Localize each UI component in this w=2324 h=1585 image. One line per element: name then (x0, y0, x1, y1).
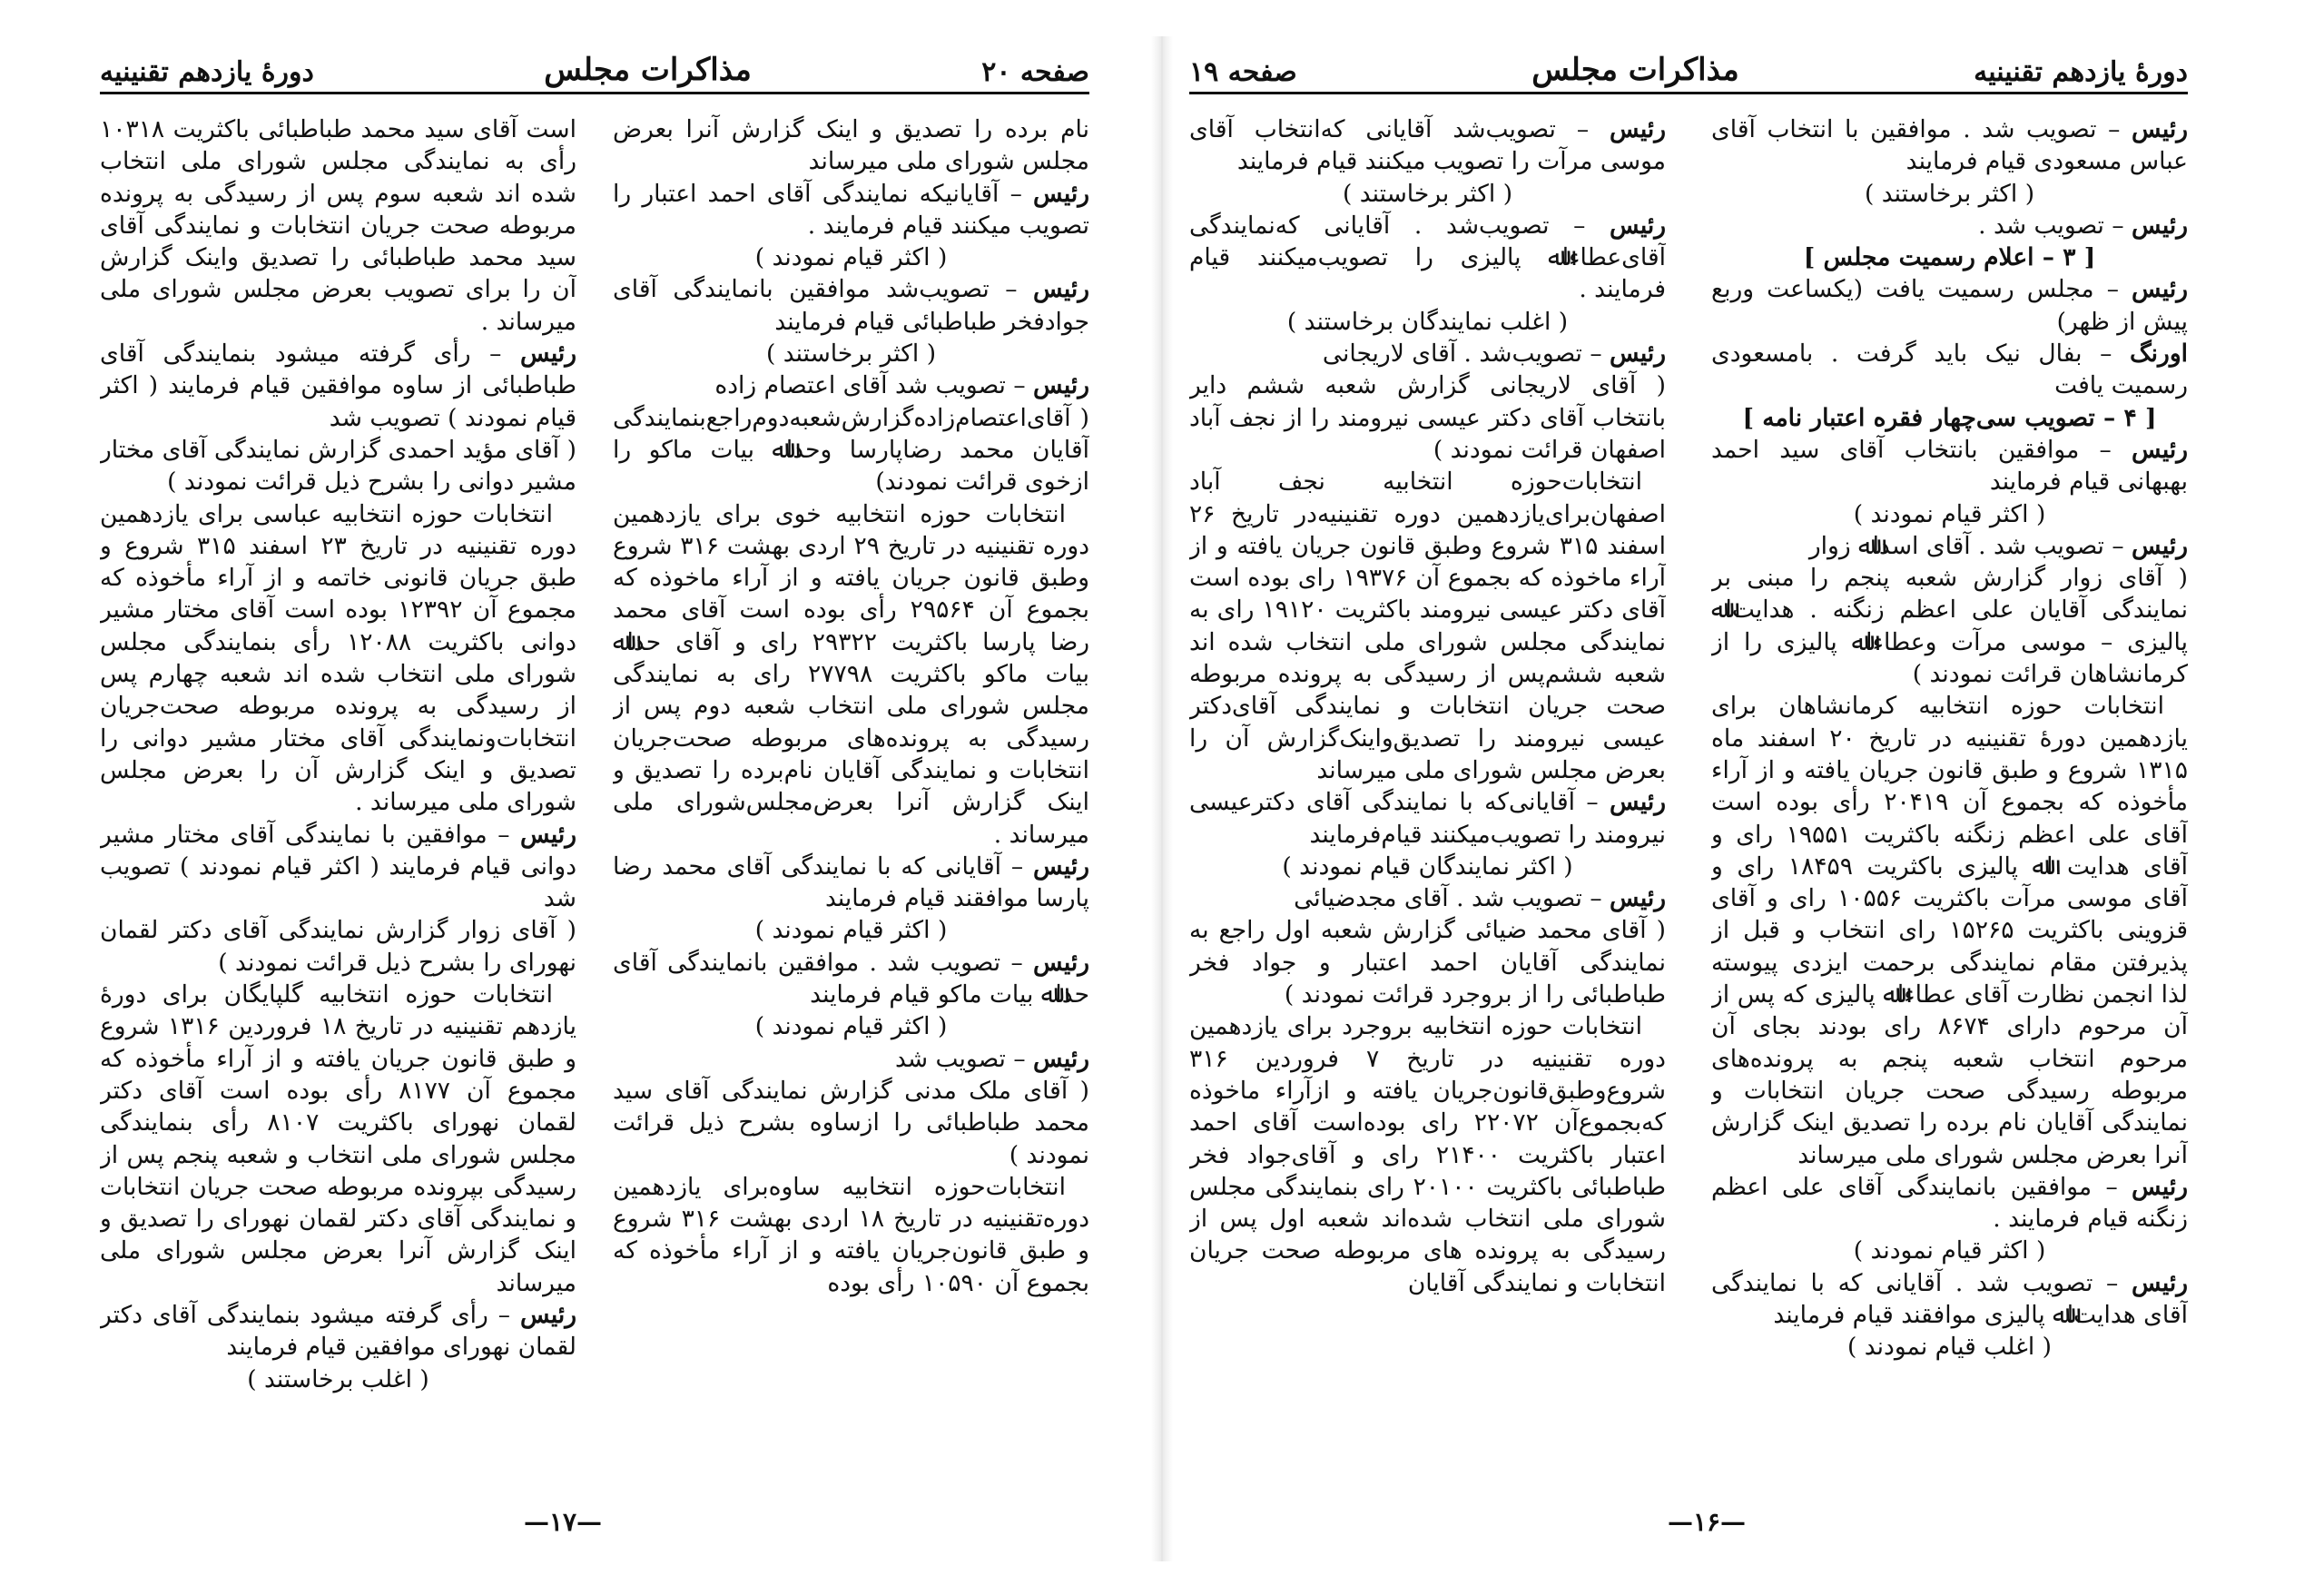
paragraph-text: – موافقین با نمایندگی آقای مختار مشیر دوانی قیام فرمایند ( اکثر قیام نمودند ) تصویب شد (100, 820, 576, 913)
vote-result (1711, 498, 2188, 530)
speaker-paragraph (100, 819, 576, 915)
speaker-paragraph (613, 947, 1089, 1011)
vote-result (100, 1363, 576, 1395)
speaker-name: رئیس (1033, 275, 1089, 304)
paragraph-text: – آقایانی‌که با نمایندگی آقای دکترعیسی نیرومند را تصویب‌میکنند قیام‌فرمایند (1189, 788, 1666, 849)
speaker-name: رئیس (520, 820, 576, 849)
paragraph-text: – تصویب شد . (1978, 211, 2132, 240)
vote-result (613, 241, 1089, 273)
paragraph-text: نام برده را تصدیق و اینک گزارش آنرا بعرض مجلس شورای ملی میرساند (613, 115, 1089, 176)
paragraph-text: ( اکثر قیام نمودند ) (754, 243, 948, 272)
right-page (1162, 0, 2324, 1585)
paragraph-text: – مجلس رسمیت یافت (یکساعت وربع پیش از ظهر) (1711, 275, 2188, 336)
speaker-name: رئیس (520, 340, 576, 369)
right-text-columns (1189, 113, 2188, 1502)
paragraph-text: ( اکثر برخاستند ) (1864, 179, 2035, 208)
right-session-title: دورۀ یازدهم تقنینیه (1974, 56, 2188, 88)
paragraph-text: انتخابات حوزه انتخابیه خوی برای یازدهمین دوره تقنینیه در تاریخ ۲۹ اردی بهشت ۳۱۶ شروع وطبق قانون جریان یافته و از آراء ماخوذه که بجموع آن ۲۹۵۶۴ رأی بوده است آقای محمد رضا پارسا باکثریت ۲۹۳۲۲ رای و آقای حداﷲ بیات ماکو باکثریت ۲۷۷۹۸ رای به نمایندگی مجلس شورای ملی انتخاب شعبه دوم پس از رسیدگی به پرونده‌های مربوطه صحت‌جریان انتخابات و نمایندگی آقایان نام‌برده را تصدیق و اینک گزارش آنرا بعرض‌مجلس‌شورای ملی میرساند . (613, 499, 1089, 849)
speaker-paragraph (1711, 210, 2188, 241)
vote-result (1711, 1331, 2188, 1363)
speaker-name: رئیس (1033, 1044, 1089, 1073)
right-column-first (1711, 113, 2188, 1502)
paragraph-text: – موافقین بانمایندگی آقای علی اعظم زنگنه قیام فرمایند . (1711, 1172, 2188, 1234)
speaker-paragraph (1711, 434, 2188, 498)
speaker-paragraph (1711, 273, 2188, 338)
paragraph-text: انتخابات حوزه انتخابیه بروجرد برای یازدهمین دوره تقنینیه در تاریخ ۷ فروردین ۳۱۶ شروع‌وطبق‌قانون‌جریان یافته و ازآراء ماخوذه که‌بجموع‌آن ۲۲۰۷۲ رای بوده‌است آقای احمد اعتبار باکثریت ۲۱۴۰۰ رای و آقای‌جواد فخر طباطبائی باکثریت ۲۰۱۰۰ رای بنمایندگی مجلس شورای ملی انتخاب شده‌اند شعبه اول پس از رسیدگی به پرونده های مربوطه صحت جریان انتخابات و نمایندگی آقایان (1189, 1012, 1666, 1297)
left-folio-number: —۱۷— (523, 1507, 603, 1537)
paragraph (1189, 914, 1666, 1010)
paragraph-text: انتخابات‌حوزه انتخابیه نجف آباد اصفهان‌برای‌یازدهمین دوره تقنینیه‌در تاریخ ۲۶ اسفند ۳۱۵ شروع وطبق قانون جریان یافته و از آراء ماخوذه که بجموع آن ۱۹۳۷۶ رای بوده است آقای دکتر عیسی نیرومند باکثریت ۱۹۱۲۰ رای به نمایندگی مجلس شورای ملی انتخاب شده اند شعبه ششم‌پس از رسیدگی به پرونده مربوطه صحت جریان انتخابات و نمایندگی آقای‌دکتر عیسی نیرومند را تصدیق‌واینک‌گزارش آن را بعرض مجلس شورای ملی میرساند (1189, 468, 1666, 784)
vote-result (613, 338, 1089, 369)
right-page-label: صفحه ۱۹ (1189, 56, 1297, 88)
paragraph-text: ( اکثر نمایندگان قیام نمودند ) (1282, 852, 1573, 881)
right-folio-number: —۱۶— (1667, 1507, 1747, 1537)
speaker-paragraph (613, 1043, 1089, 1075)
left-text-columns (100, 113, 1089, 1502)
paragraph-text: ( اکثر قیام نمودند ) (754, 916, 948, 945)
paragraph-text: – تصویب شد . آقای اسداﷲ زوار (1808, 531, 2132, 560)
paragraph (1189, 1010, 1666, 1299)
speaker-name: رئیس (2132, 435, 2188, 464)
paragraph-text: [ ۳ – اعلام رسمیت مجلس ] (1803, 243, 2096, 272)
speaker-name: اورنگ (2129, 340, 2188, 369)
left-running-header (100, 47, 1089, 94)
paragraph-text: ( اغلب قیام نمودند ) (1846, 1333, 2052, 1362)
left-session-title: دورۀ یازدهم تقنینیه (100, 56, 314, 88)
left-column-second (100, 113, 576, 1502)
vote-result (613, 914, 1089, 946)
speaker-name: رئیس (2132, 211, 2188, 240)
paragraph (613, 402, 1089, 498)
paragraph (613, 1171, 1089, 1299)
paragraph-text: ( آقای محمد ضیائی گزارش شعبه اول راجع به نمایندگی آقایان احمد اعتبار و جواد فخر طباطبائی را از بروجرد قرائت نمودند ) (1189, 916, 1666, 1009)
paragraph (1189, 466, 1666, 786)
paragraph (100, 113, 576, 338)
speaker-paragraph (613, 369, 1089, 401)
paragraph-text: – تصویب شد آقای اعتصام زاده (714, 371, 1034, 400)
section-heading (1711, 241, 2188, 273)
paragraph-text: – موافقین بانتخاب آقای سید احمد بهبهانی قیام فرمایند (1711, 435, 2188, 497)
speaker-paragraph (100, 1299, 576, 1363)
paragraph-text: – آقایانیکه نمایندگی آقای احمد اعتبار را تصویب میکنند قیام فرمایند . (613, 179, 1089, 240)
speaker-name: رئیس (1610, 115, 1666, 143)
speaker-paragraph (1711, 1267, 2188, 1332)
paragraph-text: ( اغلب برخاستند ) (247, 1364, 429, 1393)
right-journal-title: مذاکرات مجلس (1531, 52, 1739, 88)
speaker-name: رئیس (2132, 275, 2188, 304)
paragraph-text: ( آقای زوار گزارش شعبه پنجم را مبنی بر نمایندگی آقایان علی اعظم زنگنه . هدایت‌اﷲ پالیزی – موسی مرآت وعطاءاﷲ پالیزی را از کرمانشاهان قرائت نمودند ) (1711, 564, 2188, 689)
speaker-paragraph (1189, 338, 1666, 369)
speaker-name: رئیس (1610, 211, 1666, 240)
left-page-label: صفحه ۲۰ (981, 56, 1089, 88)
speaker-name: رئیس (1033, 948, 1089, 977)
paragraph (100, 498, 576, 819)
speaker-paragraph (1189, 113, 1666, 178)
vote-result (1189, 306, 1666, 338)
paragraph (613, 1075, 1089, 1171)
speaker-paragraph (1189, 786, 1666, 851)
paragraph-text: – رأی گرفته میشود بنمایندگی آقای طباطبائی از ساوه موافقین قیام فرمایند ( اکثر قیام نمودند ) تصویب شد (100, 340, 576, 432)
speaker-name: رئیس (2132, 115, 2188, 143)
paragraph (100, 434, 576, 498)
paragraph-text: است آقای سید محمد طباطبائی باکثریت ۱۰۳۱۸ رأی به نمایندگی مجلس شورای ملی انتخاب شده اند شعبه سوم پس از رسیدگی به پرونده مربوطه صحت جریان انتخابات و نمایندگی آقای سید محمد طباطبائی را تصدیق واینک گزارش آن را برای تصویب بعرض مجلس شورای ملی میرساند . (100, 115, 576, 336)
speaker-paragraph (613, 851, 1089, 915)
paragraph-text: – رأی گرفته میشود بنمایندگی آقای دکتر لقمان نهورای موافقین قیام فرمایند (100, 1300, 576, 1362)
speaker-name: رئیس (1033, 852, 1089, 881)
paragraph-text: ( اغلب نمایندگان برخاستند ) (1286, 307, 1569, 336)
speaker-paragraph (1711, 113, 2188, 178)
paragraph-text: – تصویب شد . آقای مجدضیائی (1294, 884, 1610, 913)
speaker-paragraph (613, 273, 1089, 338)
paragraph-text: ( آقای زوار گزارش نمایندگی آقای دکتر لقمان نهورای را بشرح ذیل قرائت نمودند ) (100, 916, 576, 977)
paragraph-text: – تصویب شد . موافقین با انتخاب آقای عباس مسعودی قیام فرمایند (1711, 115, 2188, 176)
speaker-paragraph (1189, 210, 1666, 306)
paragraph (100, 914, 576, 979)
paragraph-text: – آقایانی که با نمایندگی آقای محمد رضا پارسا موافقند قیام فرمایند (613, 852, 1089, 913)
speaker-name: رئیس (1033, 179, 1089, 208)
speaker-paragraph (1189, 882, 1666, 914)
speaker-name: رئیس (1610, 788, 1666, 817)
right-running-header (1189, 47, 2188, 94)
paragraph-text: – تصویب‌شد . آقای لاریجانی (1322, 340, 1610, 369)
vote-result (1189, 851, 1666, 882)
vote-result (613, 1010, 1089, 1042)
speaker-name: رئیس (2132, 531, 2188, 560)
paragraph (1189, 369, 1666, 466)
paragraph-text: ( آقای ملک مدنی گزارش نمایندگی آقای سید محمد طباطبائی را ازساوه بشرح ذیل قرائت نمودند ) (613, 1076, 1089, 1169)
vote-result (1711, 178, 2188, 210)
speaker-name: رئیس (2132, 1268, 2188, 1297)
paragraph-text: انتخابات‌حوزه انتخابیه ساوه‌برای یازدهمین دوره‌تقنینیه در تاریخ ۱۸ اردی بهشت ۳۱۶ شروع و طبق قانون‌جریان یافته و از آراء مأخوذه که بجموع آن ۱۰۵۹۰ رأی بوده (613, 1172, 1089, 1297)
paragraph-text: [ ۴ – تصویب سی‌چهار فقره اعتبار نامه ] (1742, 403, 2157, 432)
speaker-name: رئیس (1610, 340, 1666, 369)
paragraph (100, 979, 576, 1299)
paragraph-text: انتخابات حوزه انتخابیه عباسی برای یازدهمین دوره تقنینیه در تاریخ ۲۳ اسفند ۳۱۵ شروع و طبق جریان قانونی خاتمه و از آراء مأخوذه که مجموع آن ۱۲۳۹۲ بوده است آقای مختار مشیر دوانی باکثریت ۱۲۰۸۸ رأی بنمایندگی مجلس شورای ملی انتخاب شده اند شعبه چهارم پس از رسیدگی به پرونده مربوطه صحت‌جریان انتخابات‌ونمایندگی آقای مختار مشیر دوانی را تصدیق و اینک گزارش آن را بعرض مجلس شورای ملی میرساند . (100, 499, 576, 817)
paragraph-text: – تصویب‌شد موافقین بانمایندگی آقای جوادفخر طباطبائی قیام فرمایند (613, 275, 1089, 336)
paragraph-text: انتخابات حوزه انتخابیه کرمانشاهان برای یازدهمین دورۀ تقنینیه در تاریخ ۲۰ اسفند ماه ۱۳۱۵ شروع و طبق قانون جریان یافته و از آراء مأخوذه که بجموع آن ۲۰۴۱۹ رأی بوده است آقای علی اعظم زنگنه باکثریت ۱۹۵۵۱ رای و آقای هدایت اﷲ پالیزی باکثریت ۱۸۴۵۹ رای و آقای موسی مرآت باکثریت ۱۰۵۵۶ رای و آقای قزوینی باکثریت ۱۵۲۶۵ رای انتخاب و قبل از پذیرفتن مقام نمایندگی برحمت ایزدی پیوسته لذا انجمن نظارت آقای عطاءاﷲ پالیزی که پس از آن مرحوم دارای ۸۶۷۴ رای بودند بجای آن مرحوم انتخاب شعبه پنجم به پرونده‌های مربوطه رسیدگی صحت جریان انتخابات و نمایندگی آقایان نام برده را تصدیق اینک گزارش آنرا بعرض مجلس شورای ملی میرساند (1711, 692, 2188, 1169)
paragraph-text: ( اکثر برخاستند ) (765, 340, 937, 369)
speaker-paragraph (1711, 1171, 2188, 1236)
speaker-paragraph (1711, 530, 2188, 562)
speaker-name: رئیس (1610, 884, 1666, 913)
speaker-paragraph (1711, 338, 2188, 402)
paragraph-text: ( اکثر قیام نمودند ) (1853, 1236, 2046, 1265)
speaker-name: رئیس (520, 1300, 576, 1329)
paragraph-text: ( آقای‌اعتصام‌زاده‌گزارش‌شعبه‌دوم‌راجع‌بنمایندگی آقایان محمد رضاپارسا وحداﷲ بیات ماکو را ازخوی قرائت نمودند) (613, 403, 1089, 497)
paragraph (613, 498, 1089, 851)
speaker-paragraph (100, 338, 576, 434)
speaker-name: رئیس (1033, 371, 1089, 400)
paragraph (1711, 690, 2188, 1170)
speaker-paragraph (613, 178, 1089, 242)
paragraph (1711, 562, 2188, 690)
paragraph-text: انتخابات حوزه انتخابیه گلپایگان برای دورۀ یازدهم تقنینیه در تاریخ ۱۸ فروردین ۱۳۱۶ شروع و طبق قانون جریان یافته و از آراء مأخوذه که مجموع آن ۸۱۷۷ رأی بوده است آقای دکتر لقمان نهورای باکثریت ۸۱۰۷ رأی بنمایندگی مجلس شورای ملی انتخاب و شعبه پنجم پس از رسیدگی بپرونده مربوطه صحت جریان انتخابات و نمایندگی آقای دکتر لقمان نهورای را تصدیق و اینک گزارش آنرا بعرض مجلس شورای ملی میرساند (100, 980, 576, 1297)
section-heading (1711, 402, 2188, 434)
left-journal-title: مذاکرات مجلس (544, 52, 752, 88)
paragraph-text: – تصویب‌شد . آقایانی که‌نمایندگی آقای‌عطاءاﷲ پالیزی را تصویب‌میکنند قیام فرمایند . (1189, 211, 1666, 304)
paragraph-text: – تصویب شد . موافقین بانمایندگی آقای حداﷲ بیات ماکو قیام فرمایند (613, 948, 1089, 1009)
paragraph-text: ( اکثر قیام نمودند ) (1853, 499, 2046, 528)
vote-result (1711, 1235, 2188, 1266)
right-column-second (1189, 113, 1666, 1502)
paragraph-text: ( آقای لاریجانی گزارش شعبه ششم دایر بانتخاب آقای دکتر عیسی نیرومند را از نجف آباد اصفهان قرائت نمودند ) (1189, 371, 1666, 464)
paragraph (613, 113, 1089, 178)
speaker-name: رئیس (2132, 1172, 2188, 1201)
paragraph-text: ( اکثر قیام نمودند ) (754, 1012, 948, 1041)
paragraph-text: ( آقای مؤید احمدی گزارش نمایندگی آقای مختار مشیر دوانی را بشرح ذیل قرائت نمودند ) (100, 435, 576, 497)
paragraph-text: – تصویب شد (894, 1044, 1034, 1073)
paragraph-text: ( اکثر برخاستند ) (1342, 179, 1513, 208)
left-column-first (613, 113, 1089, 1502)
vote-result (1189, 178, 1666, 210)
paragraph-text: – بفال نیک باید گرفت . بامسعودی رسمیت یافت (1711, 340, 2188, 400)
paragraph-text: – تصویب‌شد آقایانی که‌انتخاب آقای موسی مرآت را تصویب میکنند قیام فرمایند (1189, 115, 1666, 176)
paragraph-text: – تصویب شد . آقایانی که با نمایندگی آقای هدایت‌اﷲ پالیزی موافقند قیام فرمایند (1711, 1268, 2188, 1329)
